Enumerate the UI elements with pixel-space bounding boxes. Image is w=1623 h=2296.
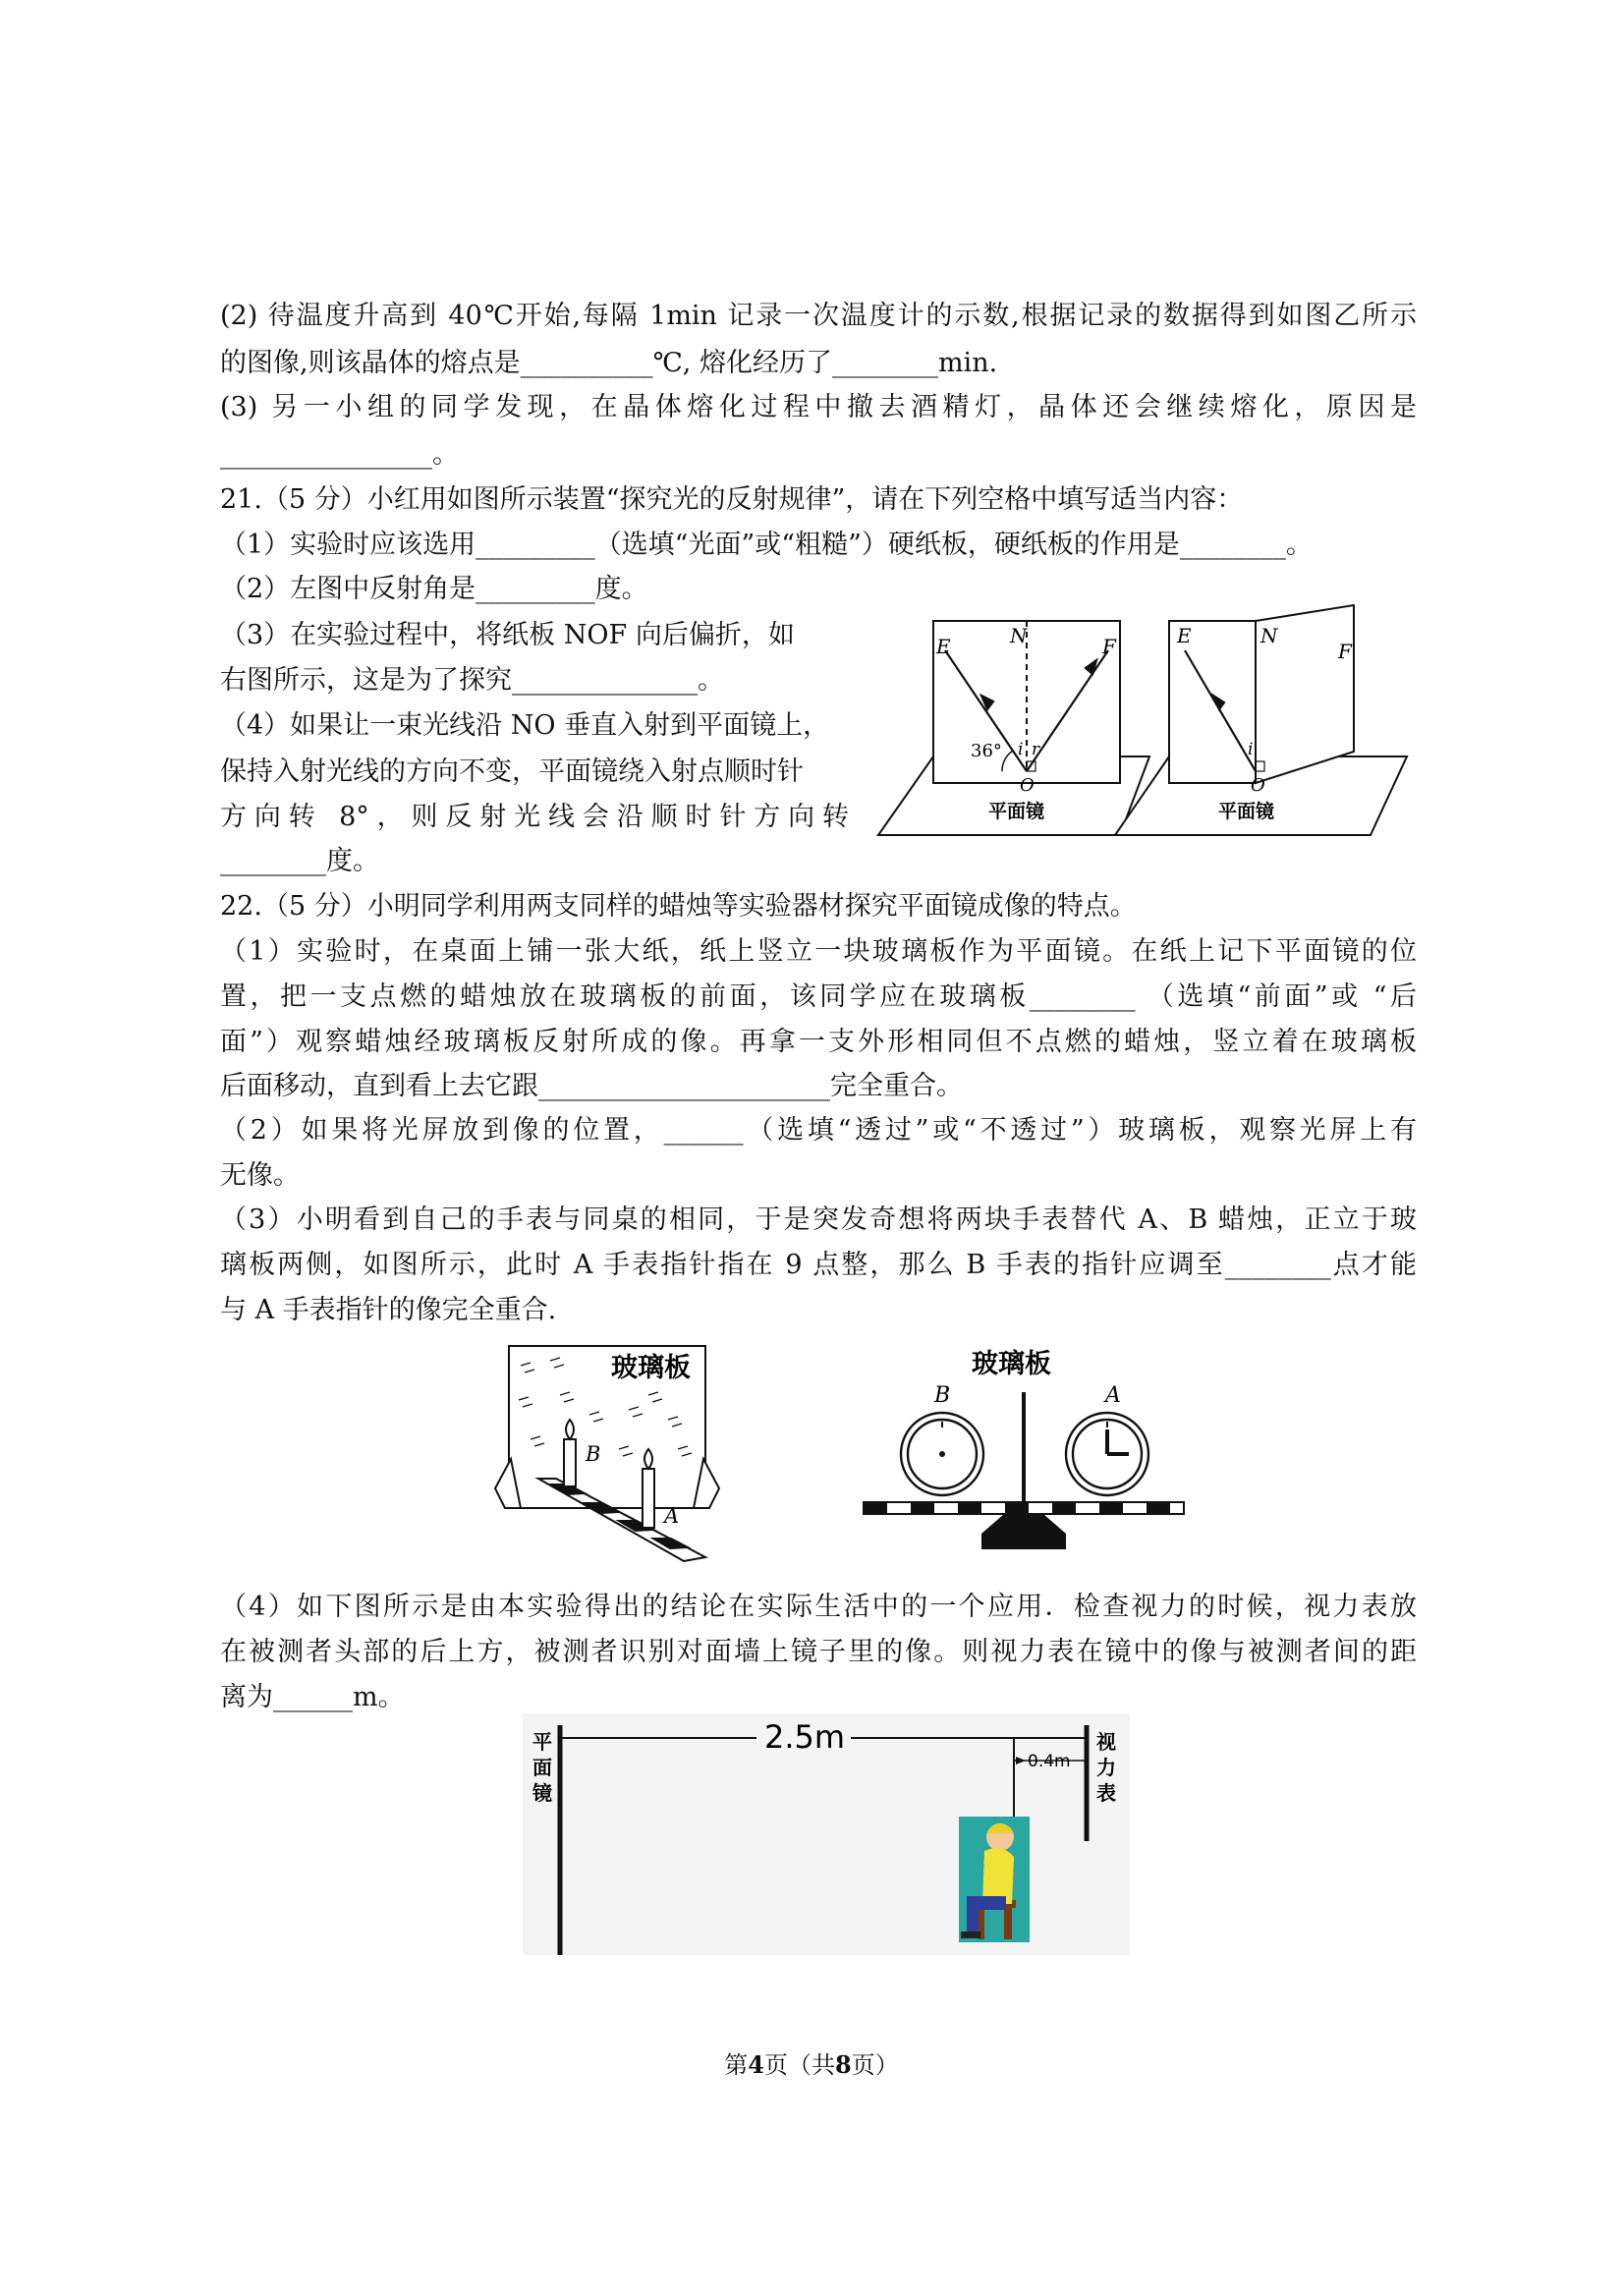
reflection-experiment-figure (874, 599, 1415, 840)
mirror-label: 平面镜 (988, 801, 1045, 822)
label-a: A (1105, 1383, 1121, 1408)
text-line: 离为______m。 (220, 1682, 405, 1712)
text-line: （2）左图中反射角是_________度。 (220, 574, 648, 604)
text-line: 保持入射光线的方向不变，平面镜绕入射点顺时针 (220, 756, 804, 787)
seated-person-icon (959, 1817, 1030, 1942)
mirror-char: 镜 (532, 1781, 552, 1805)
label-f: F (1102, 635, 1116, 658)
text-line: ________度。 (220, 846, 379, 876)
text-line: （1）实验时，在桌面上铺一张大纸，纸上竖立一块玻璃板作为平面镜。在纸上记下平面镜的位 (220, 936, 1417, 967)
candle-glass-figure (491, 1341, 727, 1562)
text-line: （2）如果将光屏放到像的位置，______（选填“透过”或“不透过”）玻璃板，观察光屏上有 (220, 1115, 1417, 1146)
footer-middle: 页（共 (764, 2051, 835, 2079)
text-line: 方向转 8°，则反射光线会沿顺时针方向转 (220, 802, 849, 832)
label-e: E (936, 635, 951, 658)
text-line: 在被测者头部的后上方，被测者识别对面墙上镜子里的像。则视力表在镜中的像与被测者间的距 (220, 1637, 1417, 1667)
label-n: N (1010, 624, 1028, 647)
chart-char: 表 (1096, 1781, 1116, 1805)
label-a: A (664, 1504, 680, 1528)
text-line: 与 A 手表指针的像完全重合. (220, 1295, 557, 1325)
text-line: 无像。 (220, 1160, 300, 1191)
glass-label: 玻璃板 (611, 1353, 691, 1383)
text-line: 面”）观察蜡烛经玻璃板反射所成的像。再拿一支外形相同但不点燃的蜡烛，竖立着在玻璃板 (220, 1027, 1417, 1057)
question-21-title: 21.（5 分）小红用如图所示装置“探究光的反射规律”，请在下列空格中填写适当内容： (220, 484, 1244, 515)
footer-suffix: 页） (851, 2051, 899, 2079)
mirror-char: 平 (532, 1730, 552, 1754)
label-i: i (1018, 740, 1024, 759)
angle-label: 36° (971, 741, 1002, 761)
text-line: 的图像,则该晶体的熔点是__________℃, 熔化经历了________min. (220, 348, 998, 378)
label-r: r (1032, 740, 1040, 759)
chart-char: 视 (1096, 1730, 1116, 1754)
text-line: 右图所示，这是为了探究______________。 (220, 665, 724, 696)
glass-label: 玻璃板 (972, 1349, 1051, 1379)
text-line: (3) 另一小组的同学发现，在晶体熔化过程中撤去酒精灯，晶体还会继续熔化，原因是 (220, 392, 1417, 422)
text-line: (2) 待温度升高到 40℃开始,每隔 1min 记录一次温度计的示数,根据记录的数据得到如图乙所示 (220, 301, 1417, 331)
total-pages: 8 (835, 2050, 852, 2079)
label-o: O (1251, 775, 1265, 796)
offset-label: 0.4m (1028, 1752, 1071, 1771)
page-number: 4 (748, 2050, 764, 2079)
text-line: （3）小明看到自己的手表与同桌的相同，于是突发奇想将两块手表替代 A、B 蜡烛，正立于玻 (220, 1204, 1417, 1235)
text-line: 置，把一支点燃的蜡烛放在玻璃板的前面，该同学应在玻璃板________ （选填“前面”或 “后 (220, 981, 1417, 1012)
label-f: F (1338, 640, 1352, 663)
question-22-title: 22.（5 分）小明同学利用两支同样的蜡烛等实验器材探究平面镜成像的特点。 (220, 891, 1137, 922)
label-e: E (1177, 624, 1192, 647)
eye-chart-figure (523, 1713, 1130, 1955)
label-b: B (934, 1383, 951, 1408)
text-line: （1）实验时应该选用_________（选填“光面”或“粗糙”）硬纸板，硬纸板的作用是________。 (220, 530, 1313, 560)
label-b: B (586, 1442, 601, 1466)
watch-mirror-figure (860, 1341, 1194, 1562)
text-line: （4）如下图所示是由本实验得出的结论在实际生活中的一个应用．检查视力的时候，视力表放 (220, 1592, 1417, 1622)
text-line: ________________。 (220, 439, 459, 470)
label-i: i (1248, 740, 1254, 759)
text-line: （3）在实验过程中，将纸板 NOF 向后偏折，如 (220, 620, 795, 650)
label-n: N (1260, 624, 1278, 647)
label-o: O (1020, 775, 1035, 796)
mirror-char: 面 (532, 1756, 552, 1779)
chart-char: 力 (1096, 1756, 1116, 1779)
mirror-label: 平面镜 (1218, 801, 1275, 822)
distance-label: 2.5m (764, 1718, 846, 1756)
text-line: 璃板两侧，如图所示，此时 A 手表指针指在 9 点整，那么 B 手表的指针应调至________点才能 (220, 1250, 1417, 1280)
footer-prefix: 第 (724, 2051, 749, 2079)
text-line: 后面移动，直到看上去它跟______________________完全重合。 (220, 1071, 963, 1101)
text-line: （4）如果让一束光线沿 NO 垂直入射到平面镜上， (220, 710, 830, 741)
page-footer (0, 2045, 1623, 2080)
